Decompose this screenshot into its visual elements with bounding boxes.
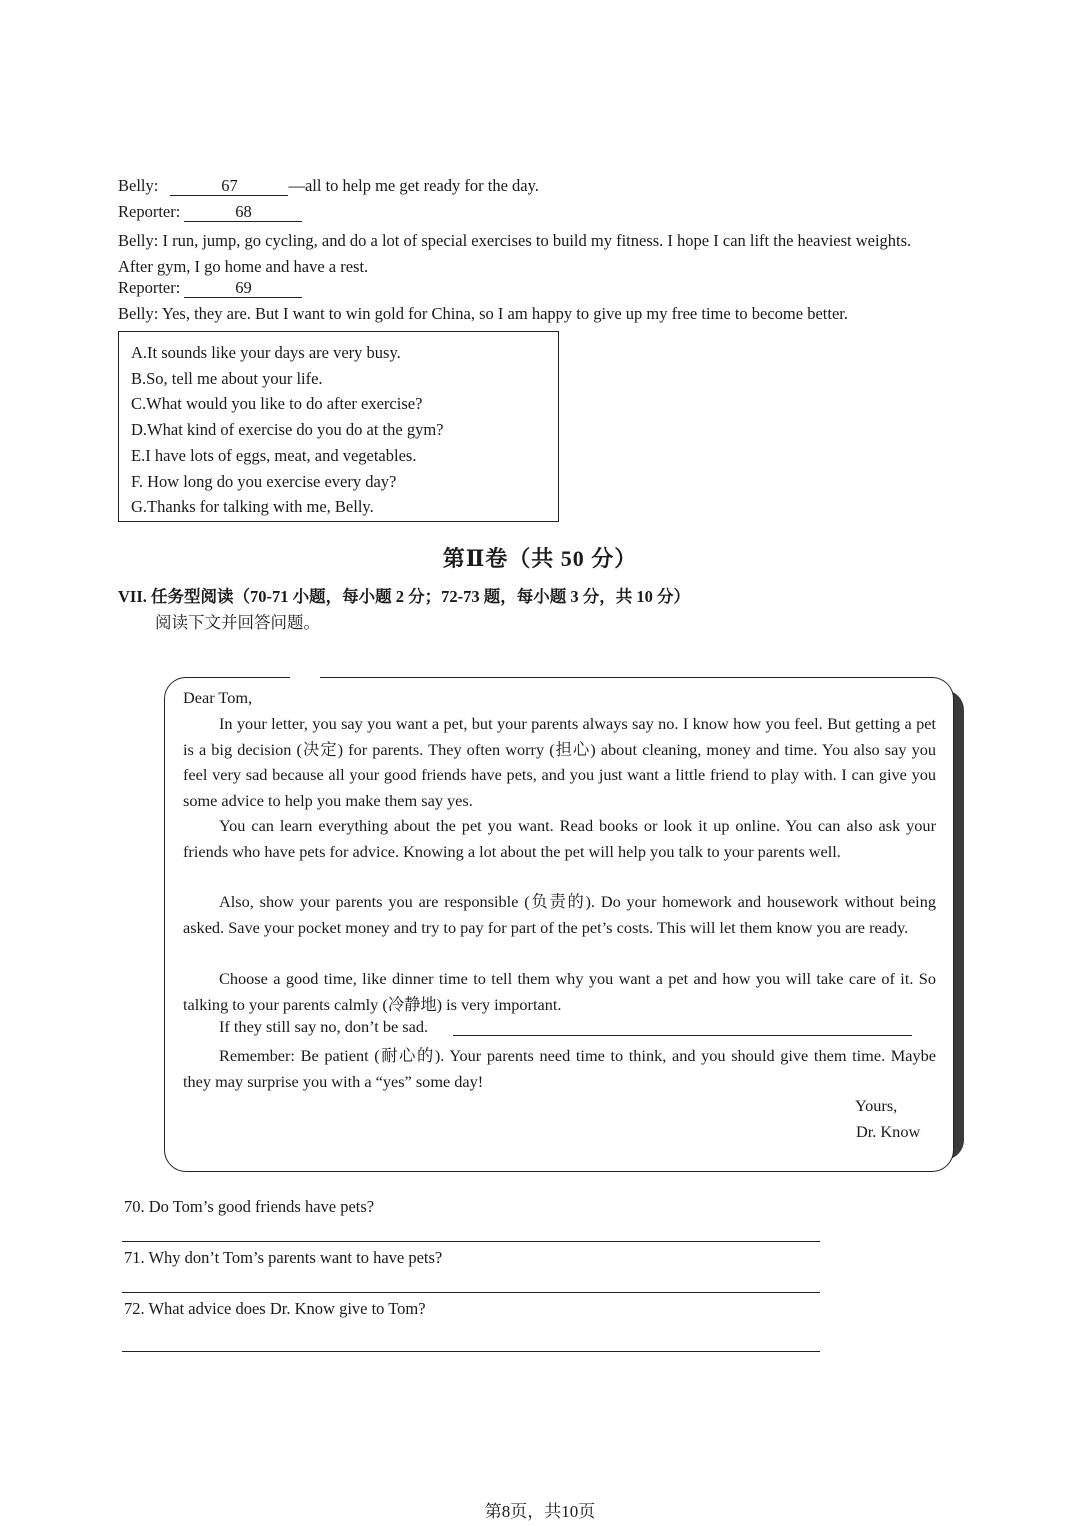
option-f: F. How long do you exercise every day? (131, 471, 397, 491)
speaker-label: Belly: (118, 176, 159, 195)
letter-paragraph-6: Remember: Be patient (耐心的). Your parents need time to think, and you should give them time. Maybe they may surprise you with a “yes” some day! (183, 1046, 936, 1091)
letter-paragraph-1: In your letter, you say you want a pet, but your parents always say no. I know how you feel. But getting a pet is a big decision (决定) for parents. They often worry (担心) about cleaning, money and time. You also say you feel very sad because all your good friends have pets, and you just want a little friend to play with. I can give you some advice to help you make them say yes. (183, 714, 936, 810)
dialogue-line-67 (118, 176, 539, 196)
answer-line-70[interactable] (122, 1241, 820, 1242)
letter-paragraph-3: Also, show your parents you are responsible (负责的). Do your homework and housework without being asked. Save your pocket money and try to pay for part of the pet’s costs. This will let them know you are ready. (183, 892, 936, 937)
section-title: 第Ⅱ卷（共 50 分） (442, 546, 638, 571)
answer-blank-69[interactable]: 69 (184, 278, 302, 298)
letter-paragraph-4: Choose a good time, like dinner time to tell them why you want a pet and how you will take care of it. So talking to your parents calmly (冷静地) is very important. (183, 969, 936, 1014)
task-instruction: 阅读下文并回答问题。 (155, 613, 320, 632)
answer-blank-68[interactable]: 68 (184, 202, 302, 222)
answer-line-71[interactable] (122, 1292, 820, 1293)
dialogue-line-69 (118, 278, 302, 298)
dialogue-line-belly-exercise: Belly: I run, jump, go cycling, and do a lot of special exercises to build my fitness. I hope I can lift the heaviest weights. After gym, I go home and have a rest. (118, 231, 912, 276)
option-d: D.What kind of exercise do you do at the gym? (131, 420, 444, 440)
option-b: B.So, tell me about your life. (131, 368, 323, 388)
task-heading: VII. 任务型阅读（70-71 小题，每小题 2 分；72-73 题，每小题 3 分，共 10 分） (118, 587, 690, 606)
letter-greeting: Dear Tom, (183, 688, 253, 707)
answer-blank-67[interactable]: 67 (170, 176, 288, 196)
letter-signature: Dr. Know (856, 1122, 921, 1141)
dialogue-text: —all to help me get ready for the day. (288, 176, 539, 195)
option-a: A.It sounds like your days are very busy. (131, 343, 401, 362)
letter-closing: Yours, (855, 1096, 898, 1115)
answer-line-72[interactable] (122, 1351, 820, 1352)
option-c: C.What would you like to do after exercise? (131, 394, 423, 414)
letter-paragraph-2: You can learn everything about the pet you want. Read books or look it up online. You can also ask your friends who have pets for advice. Knowing a lot about the pet will help you talk to your parents well. (183, 816, 936, 861)
question-72: 72. What advice does Dr. Know give to Tom? (124, 1299, 426, 1318)
question-70: 70. Do Tom’s good friends have pets? (124, 1197, 375, 1216)
speaker-label: Reporter: (118, 202, 181, 221)
speaker-label: Reporter: (118, 278, 181, 297)
letter-answer-blank[interactable] (453, 1035, 912, 1036)
option-g: G.Thanks for talking with me, Belly. (131, 497, 374, 517)
option-e: E.I have lots of eggs, meat, and vegetables. (131, 445, 417, 465)
question-71: 71. Why don’t Tom’s parents want to have pets? (124, 1248, 443, 1267)
dialogue-line-belly-gold: Belly: Yes, they are. But I want to win gold for China, so I am happy to give up my free time to become better. (118, 304, 848, 323)
page-number: 第8页，共10页 (484, 1502, 596, 1521)
letter-border-gap (290, 674, 320, 680)
dialogue-line-68 (118, 202, 302, 222)
options-box (118, 331, 559, 522)
letter-paragraph-5: If they still say no, don’t be sad. (219, 1017, 429, 1036)
